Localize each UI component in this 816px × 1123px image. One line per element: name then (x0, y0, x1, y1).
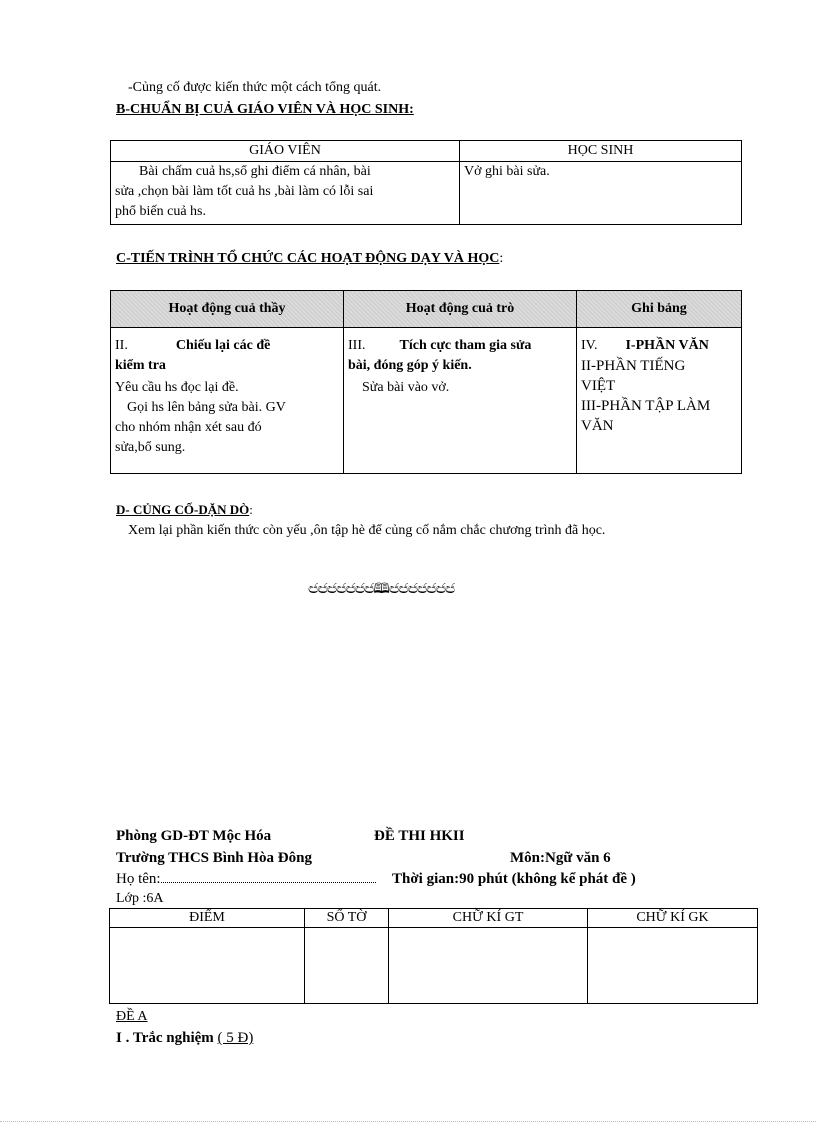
student-activity-header: Hoạt động cuả trò (344, 291, 577, 328)
section-number: IV. (581, 338, 598, 353)
student-activity-title-a: Tích cực tham gia sửa (399, 338, 532, 353)
section-c-colon: : (499, 251, 504, 266)
section-c-heading-wrap (116, 249, 503, 269)
book-icon: 🕮 (373, 581, 389, 597)
part1-heading (116, 1028, 253, 1048)
intro-line: -Củng cố được kiến thức một cách tổng quát. (128, 80, 382, 95)
school-department: Phòng GD-ĐT Mộc Hóa (116, 828, 272, 844)
teacher-activity-cell (111, 328, 344, 474)
exam-title: ĐỀ THI HKII (374, 828, 465, 844)
teacher-activity-line: Yêu cầu hs đọc lại đề. (115, 380, 239, 395)
board-notes-line: VIỆT (581, 378, 616, 394)
student-prep-cell: Vở ghi bài sửa. (460, 162, 742, 225)
section-d-heading: D- CỦNG CỐ-DẶN DÒ (116, 502, 250, 517)
school-name: Trường THCS Bình Hòa Đông (116, 850, 312, 866)
part1-label: I . Trắc nghiệm (116, 1030, 214, 1046)
board-notes-title (581, 336, 737, 356)
section-number: II. (115, 338, 128, 353)
section-b-heading: B-CHUẨN BỊ CUẢ GIÁO VIÊN VÀ HỌC SINH: (116, 102, 414, 117)
board-notes-title-a: I-PHẦN VĂN (625, 338, 709, 353)
teacher-activity-line: sửa,bổ sung. (115, 440, 186, 455)
student-activity-cell (344, 328, 577, 474)
ornament-left: ඦඦඦඦඦඦඦ (308, 581, 374, 597)
name-row (116, 869, 376, 889)
page-bottom-divider (0, 1121, 816, 1122)
student-activity-title (348, 336, 572, 356)
board-notes-line: VĂN (581, 418, 614, 434)
activity-table (110, 290, 742, 474)
exam-time: Thời gian:90 phút (không kể phát đề ) (392, 871, 636, 887)
teacher-activity-line: cho nhóm nhận xét sau đó (115, 420, 262, 435)
teacher-activity-title (115, 336, 339, 356)
section-c-heading: C-TIẾN TRÌNH TỔ CHỨC CÁC HOẠT ĐỘNG DẠY VÀ HỌC (116, 251, 500, 266)
ornament-right: ඦඦඦඦඦඦඦ (388, 581, 455, 597)
score-header: ĐIỂM (110, 909, 305, 928)
class-label: Lớp :6A (116, 891, 164, 906)
board-notes-header: Ghi bảng (577, 291, 742, 328)
student-header: HỌC SINH (460, 141, 742, 162)
name-field[interactable] (161, 869, 376, 883)
score-cell[interactable] (110, 928, 305, 1004)
exam-subject: Môn:Ngữ văn 6 (510, 850, 611, 866)
part1-score: ( 5 Đ) (217, 1030, 254, 1046)
grader-signature-cell[interactable] (588, 928, 758, 1004)
board-notes-line: II-PHẦN TIẾNG (581, 358, 686, 374)
section-d-colon: : (249, 502, 253, 517)
teacher-prep-cell (111, 162, 460, 225)
student-activity-title-b: bài, đóng góp ý kiến. (348, 358, 472, 373)
ornament-divider (308, 578, 454, 602)
teacher-activity-header: Hoạt động cuả thầy (111, 291, 344, 328)
student-activity-line: Sửa bài vào vở. (362, 380, 450, 395)
teacher-activity-line: Gọi hs lên bảng sửa bài. GV (127, 400, 286, 415)
grader-signature-header: CHỮ KÍ GK (588, 909, 758, 928)
section-number: III. (348, 338, 366, 353)
exam-version: ĐỀ A (116, 1009, 148, 1024)
board-notes-cell (577, 328, 742, 474)
teacher-activity-title-b: kiểm tra (115, 358, 166, 373)
teacher-prep-line: Bài chấm cuả hs,sổ ghi điểm cá nhân, bài (139, 164, 371, 179)
score-table (109, 908, 758, 1004)
proctor-signature-cell[interactable] (389, 928, 588, 1004)
section-d-text: Xem lại phần kiến thức còn yếu ,ôn tập hè để củng cố nắm chắc chương trình đã học. (128, 523, 606, 538)
teacher-prep-line: phổ biến cuả hs. (115, 204, 206, 219)
section-d-heading-wrap (116, 500, 253, 520)
teacher-prep-line: sửa ,chọn bài làm tốt cuả hs ,bài làm có lỗi sai (115, 184, 374, 199)
teacher-activity-title-a: Chiếu lại các đề (175, 338, 271, 353)
preparation-table (110, 140, 742, 225)
sheet-count-header: SỐ TỜ (305, 909, 389, 928)
teacher-header: GIÁO VIÊN (111, 141, 460, 162)
sheet-count-cell[interactable] (305, 928, 389, 1004)
board-notes-line: III-PHẦN TẬP LÀM (581, 398, 711, 414)
name-label: Họ tên: (116, 871, 161, 887)
proctor-signature-header: CHỮ KÍ GT (389, 909, 588, 928)
